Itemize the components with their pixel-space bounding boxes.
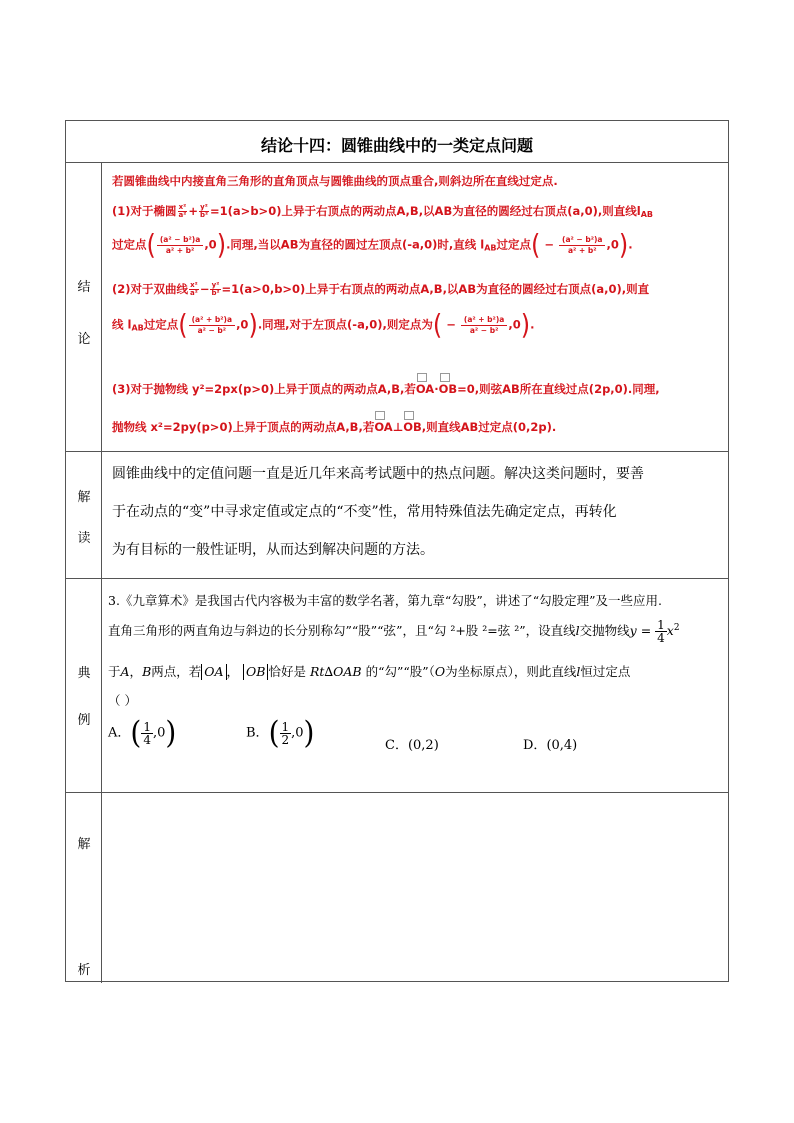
label-char: 解 (77, 490, 91, 505)
hyperbola-line-1: (2)对于双曲线 $\frac{\text{x²}}{\text{a²}}$ − $\frac{\text{y²}}{\text{b²}}$ =1(a>0,b>0)上异于右顶点的两动点A,B,以AB为直径的圆经过右顶点(a,0),则直 (112, 281, 650, 297)
label-char: 读 (77, 531, 91, 546)
label-char: 论 (77, 332, 91, 347)
interpretation-line: 于在动点的“变”中寻求定值或定点的“不变”性，常用特殊值法先确定定点，再转化 (112, 504, 617, 520)
title-row (66, 121, 728, 163)
label-char: 析 (77, 963, 91, 978)
option-a[interactable]: A．( $\frac{1}{4}$ ,0) (108, 714, 177, 751)
analysis-row (66, 793, 728, 983)
label-char: 例 (77, 713, 91, 728)
label-char: 典 (77, 666, 91, 681)
conclusion-table (65, 120, 729, 982)
hyperbola-line-2: 线 $l_{AB}$过定点( $\frac{\text{(a² + b²)a}}{\text{a² − b²}}$ ,0).同理,对于左顶点(-a,0),则定点为( − $\frac{\text{(a² + b²)a}}{\text{a² − b²}}$ ,0). (112, 308, 535, 342)
ellipse-line-2: 过定点( $\frac{\text{(a² − b²)a}}{\text{a² + b²}}$ ,0).同理,当以AB为直径的圆过左顶点(-a,0)时,直线 $l_{AB}$过定点( − $\frac{\text{(a² − b²)a}}{\text{a² + b²}}$ ,0). (112, 228, 633, 262)
example-line-2: 直角三角形的两直角边与斜边的长分别称勾”“股”“弦”，且“勾 ²+股 ²=弦 ²”，设直线l交抛物线y = $\frac{1}{4}$ $x^2$ (108, 618, 680, 645)
example-line-4: （ ） (108, 693, 137, 708)
interpretation-line: 圆锥曲线中的定值问题一直是近几年来高考试题中的热点问题。解决这类问题时，要善 (112, 466, 644, 482)
interpretation-line: 为有目标的一般性证明，从而达到解决问题的方法。 (112, 542, 434, 558)
analysis-label (66, 793, 102, 983)
example-line-1: 3.《九章算术》是我国古代内容极为丰富的数学名著，第九章“勾股”，讲述了“勾股定理”及一些应用. (108, 593, 662, 608)
example-label (66, 579, 102, 792)
interpretation-label (66, 452, 102, 578)
label-char: 结 (77, 280, 91, 295)
option-b[interactable]: B．( $\frac{1}{2}$ ,0) (246, 714, 315, 751)
conclusion-row (66, 163, 728, 452)
page-title: 结论十四：圆锥曲线中的一类定点问题 (260, 136, 533, 155)
analysis-content[interactable] (102, 793, 728, 983)
option-d[interactable]: D．(0,4) (523, 738, 578, 753)
example-row (66, 579, 728, 793)
example-line-3: 于A，B两点，若 OA ， OB 恰好是 Rt∆OAB 的“勾”“股”（O为坐标原点），则此直线l恒过定点 (108, 664, 631, 679)
parabola-line-2: 抛物线 x²=2py(p>0)上异于顶点的两动点A,B,若OA⊥OB,则直线AB过定点(0,2p). (112, 420, 557, 434)
conclusion-intro: 若圆锥曲线中内接直角三角形的直角顶点与圆锥曲线的顶点重合,则斜边所在直线过定点. (112, 174, 558, 188)
parabola-line-1: (3)对于抛物线 y²=2px(p>0)上异于顶点的两动点A,B,若OA·OB=0,则弦AB所在直线过点(2p,0).同理, (112, 382, 660, 396)
interpretation-content (102, 452, 728, 578)
interpretation-row (66, 452, 728, 579)
conclusion-content (102, 163, 728, 451)
conclusion-label (66, 163, 102, 451)
example-content (102, 579, 728, 792)
option-c[interactable]: C．(0,2) (385, 738, 439, 753)
ellipse-line-1: (1)对于椭圆 $\frac{\text{x²}}{\text{a²}}$ + $\frac{\text{y²}}{\text{b²}}$ =1(a>b>0)上异于右顶点的两动点A,B,以AB为直径的圆经过右顶点(a,0),则直线$l_{AB}$ (112, 203, 653, 219)
label-char: 解 (77, 837, 91, 852)
